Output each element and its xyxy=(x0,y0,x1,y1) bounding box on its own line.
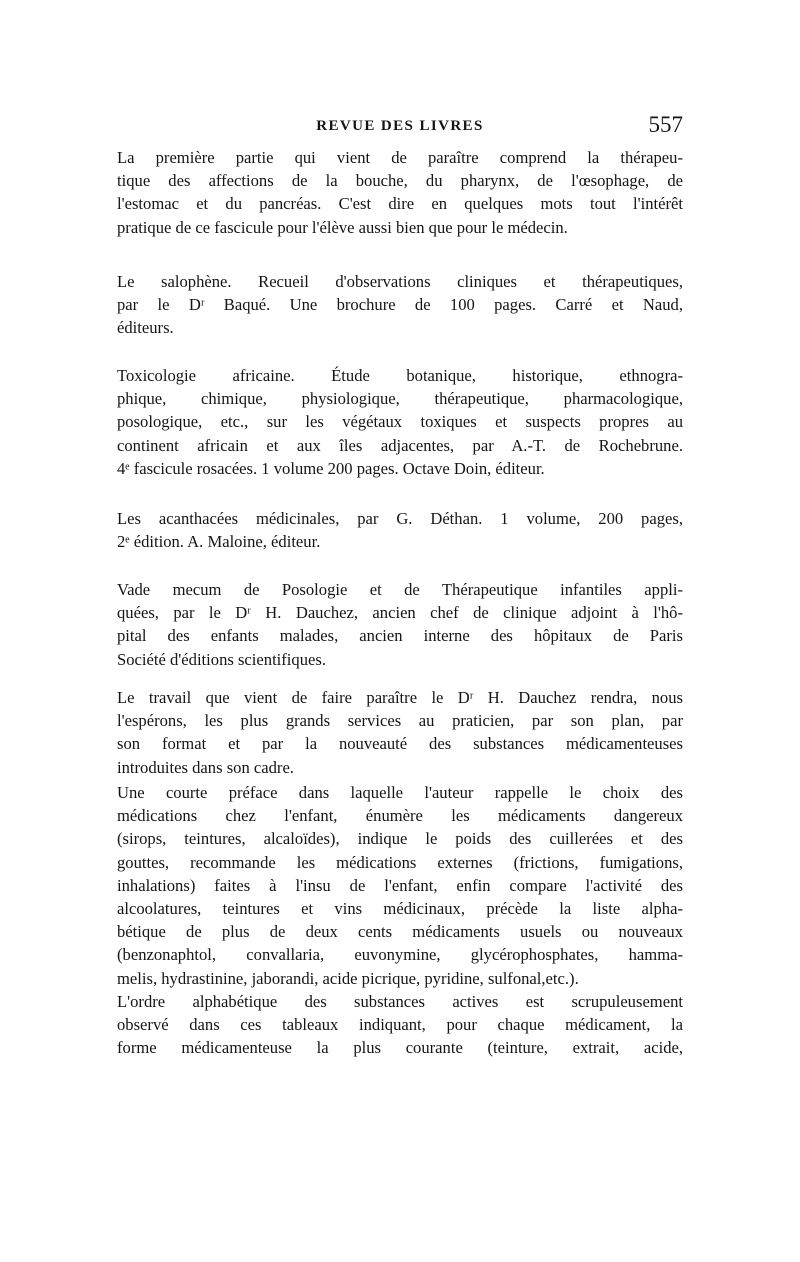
text-line: bétique de plus de deux cents médicaments usuels ou nouveaux xyxy=(117,922,683,942)
text-line: Société d'éditions scientifiques. xyxy=(117,649,326,669)
paragraph-preface xyxy=(117,781,683,990)
text-line: pital des enfants malades, ancien interne des hôpitaux de Paris xyxy=(117,626,683,646)
text-line: Le travail que vient de faire paraître le Dʳ H. Dauchez rendra, nous xyxy=(117,688,683,707)
text-line: continent africain et aux îles adjacentes, par A.-T. de Rochebrune. xyxy=(117,435,683,455)
text-line: 4ᵉ fascicule rosacées. 1 volume 200 pages. Octave Doin, éditeur. xyxy=(117,458,545,478)
text-line: Vade mecum de Posologie et de Thérapeutique infantiles appli- xyxy=(117,580,683,599)
entry-vade-mecum xyxy=(117,578,683,671)
text-line: observé dans ces tableaux indiquant, pour chaque médicament, la xyxy=(117,1015,683,1035)
text-line: (sirops, teintures, alcaloïdes), indique le poids des cuillerées et des xyxy=(117,829,683,849)
text-line: son format et par la nouveauté des substances médicamenteuses xyxy=(117,734,683,754)
text-line: L'ordre alphabétique des substances actives est scrupuleusement xyxy=(117,992,683,1011)
text-line: Les acanthacées médicinales, par G. Déthan. 1 volume, 200 pages, xyxy=(117,509,683,528)
entry-toxicologie-africaine xyxy=(117,364,683,480)
page-header xyxy=(117,112,683,142)
running-title: REVUE DES LIVRES xyxy=(316,118,484,134)
entry-salophene xyxy=(117,270,683,340)
text-line: éditeurs. xyxy=(117,318,174,338)
text-line: alcoolatures, teintures et vins médicinaux, précède la liste alpha- xyxy=(117,899,683,919)
text-line: l'espérons, les plus grands services au praticien, par son plan, par xyxy=(117,711,683,731)
text-line: 2ᵉ édition. A. Maloine, éditeur. xyxy=(117,532,321,552)
text-line: forme médicamenteuse la plus courante (teinture, extrait, acide, xyxy=(117,1038,683,1058)
text-line: pratique de ce fascicule pour l'élève aussi bien que pour le médecin. xyxy=(117,217,568,237)
paragraph-travail xyxy=(117,686,683,779)
text-line: Toxicologie africaine. Étude botanique, historique, ethnogra- xyxy=(117,366,683,385)
text-line: médications chez l'enfant, énumère les médicaments dangereux xyxy=(117,806,683,826)
text-line: posologique, etc., sur les végétaux toxiques et suspects propres au xyxy=(117,412,683,432)
text-line: melis, hydrastinine, jaborandi, acide picrique, pyridine, sulfonal,etc.). xyxy=(117,968,579,988)
text-line: introduites dans son cadre. xyxy=(117,757,294,777)
text-line: quées, par le Dʳ H. Dauchez, ancien chef de clinique adjoint à l'hô- xyxy=(117,603,683,623)
page-number: 557 xyxy=(648,112,683,137)
text-line: gouttes, recommande les médications externes (frictions, fumigations, xyxy=(117,852,683,872)
text-line: l'estomac et du pancréas. C'est dire en quelques mots tout l'intérêt xyxy=(117,194,683,214)
paragraph-intro xyxy=(117,146,683,239)
text-line: tique des affections de la bouche, du pharynx, de l'œsophage, de xyxy=(117,171,683,191)
text-line: phique, chimique, physiologique, thérapeutique, pharmacologique, xyxy=(117,389,683,409)
text-line: par le Dʳ Baqué. Une brochure de 100 pages. Carré et Naud, xyxy=(117,295,683,315)
text-line: La première partie qui vient de paraître comprend la thérapeu- xyxy=(117,148,683,167)
text-line: Une courte préface dans laquelle l'auteur rappelle le choix des xyxy=(117,783,683,802)
text-line: inhalations) faites à l'insu de l'enfant, enfin compare l'activité des xyxy=(117,875,683,895)
text-line: (benzonaphtol, convallaria, euvonymine, glycérophosphates, hamma- xyxy=(117,945,683,965)
paragraph-ordre xyxy=(117,990,683,1060)
text-line: Le salophène. Recueil d'observations cliniques et thérapeutiques, xyxy=(117,272,683,291)
entry-acanthacees xyxy=(117,507,683,553)
